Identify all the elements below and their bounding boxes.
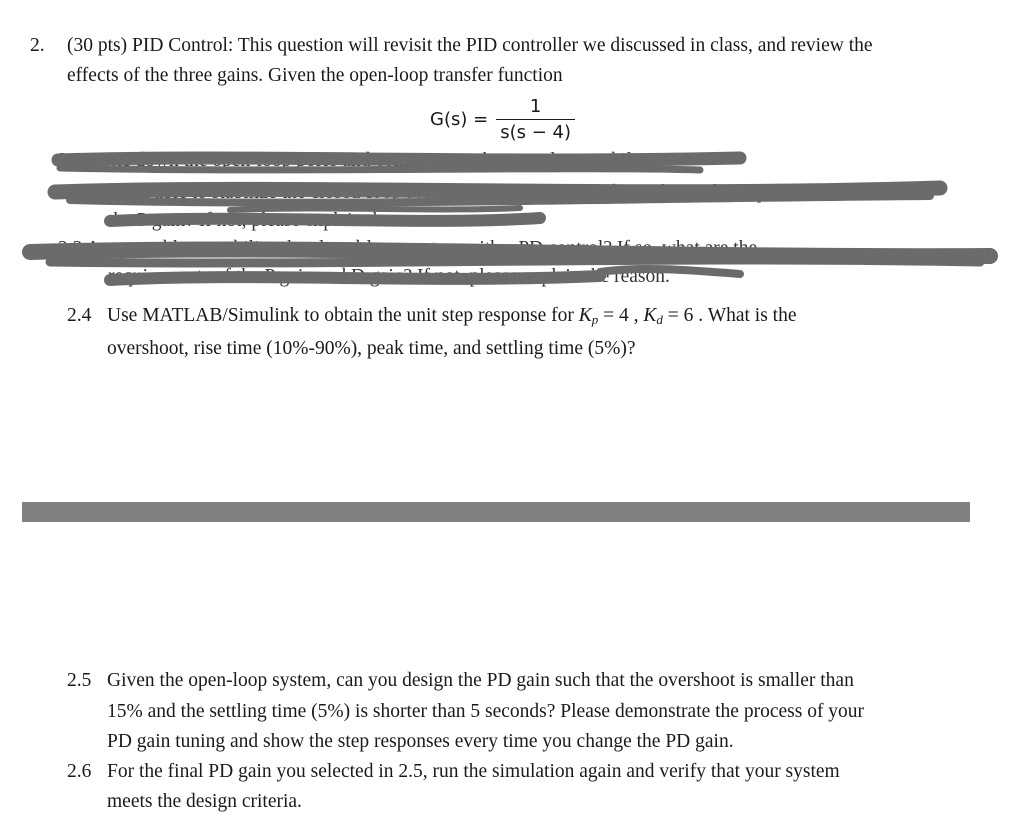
redaction-scribble [0, 0, 1024, 300]
scribble-stroke [110, 218, 540, 221]
struck-question-2-3-line-2: requirements of the P gain and D gain? If not, please explain the reason. [108, 266, 670, 287]
scribble-stroke [58, 158, 740, 160]
kp-subscript: p [591, 312, 599, 327]
question-number-2: 2. [30, 35, 45, 56]
scribble-stroke [50, 260, 980, 263]
question-number-2-4: 2.4 [67, 305, 92, 326]
question-2-6-line-1: For the final PD gain you selected in 2.5, run the simulation again and verify that your system [107, 761, 840, 782]
question-2-line-1: (30 pts) PID Control: This question will revisit the PID controller we discussed in class, and review the [67, 35, 873, 56]
scribble-stroke [110, 276, 600, 280]
struck-question-2-3-line-1: 2.3 Are you able to stabilize the closed-loop system with a PD control? If so, what are the [58, 238, 758, 259]
question-2-4-line-2: overshoot, rise time (10%-90%), peak time, and settling time (5%)? [107, 338, 636, 359]
question-2-5-line-1: Given the open-loop system, can you design the PD gain such that the overshoot is smaller than [107, 670, 854, 691]
struck-question-2-1: 2.1 Write down the open-loop poles and comment on the open-loop stability. [58, 150, 657, 171]
question-number-2-5: 2.5 [67, 670, 92, 691]
question-2-6-line-2: meets the design criteria. [107, 791, 302, 812]
struck-question-2-2-line-2: the P gain? If not, please explain the reason. [108, 210, 452, 231]
equation-denominator: s(s − 4) [496, 119, 575, 143]
gray-separator-band [22, 502, 970, 522]
question-2-5-line-3: PD gain tuning and show the step responses every time you change the PD gain. [107, 731, 734, 752]
struck-question-2-2-line-1: 2.2 Are you able to stabilize the closed-loop system with a P control? If so, what is the requirement of [58, 182, 852, 203]
scribble-stroke [600, 269, 740, 274]
kp-value: = 4 , [598, 305, 644, 326]
q24-text-b: = 6 . What is the [662, 305, 797, 326]
scribble-stroke [60, 168, 700, 170]
equation-lhs: G(s) = [430, 108, 489, 130]
kd-symbol: K [643, 305, 657, 326]
question-2-line-2: effects of the three gains. Given the open-loop transfer function [67, 65, 563, 86]
equation-numerator: 1 [529, 95, 542, 117]
scribble-stroke [55, 188, 940, 192]
question-number-2-6: 2.6 [67, 761, 92, 782]
question-2-5-line-2: 15% and the settling time (5%) is shorter than 5 seconds? Please demonstrate the process of your [107, 701, 865, 722]
scribble-stroke [230, 208, 520, 210]
kd-subscript: d [656, 312, 663, 327]
kp-symbol: K [578, 305, 592, 326]
scribble-stroke [30, 250, 990, 257]
question-2-4-line-1 [107, 304, 797, 332]
q24-text-a: Use MATLAB/Simulink to obtain the unit step response for [107, 305, 579, 326]
